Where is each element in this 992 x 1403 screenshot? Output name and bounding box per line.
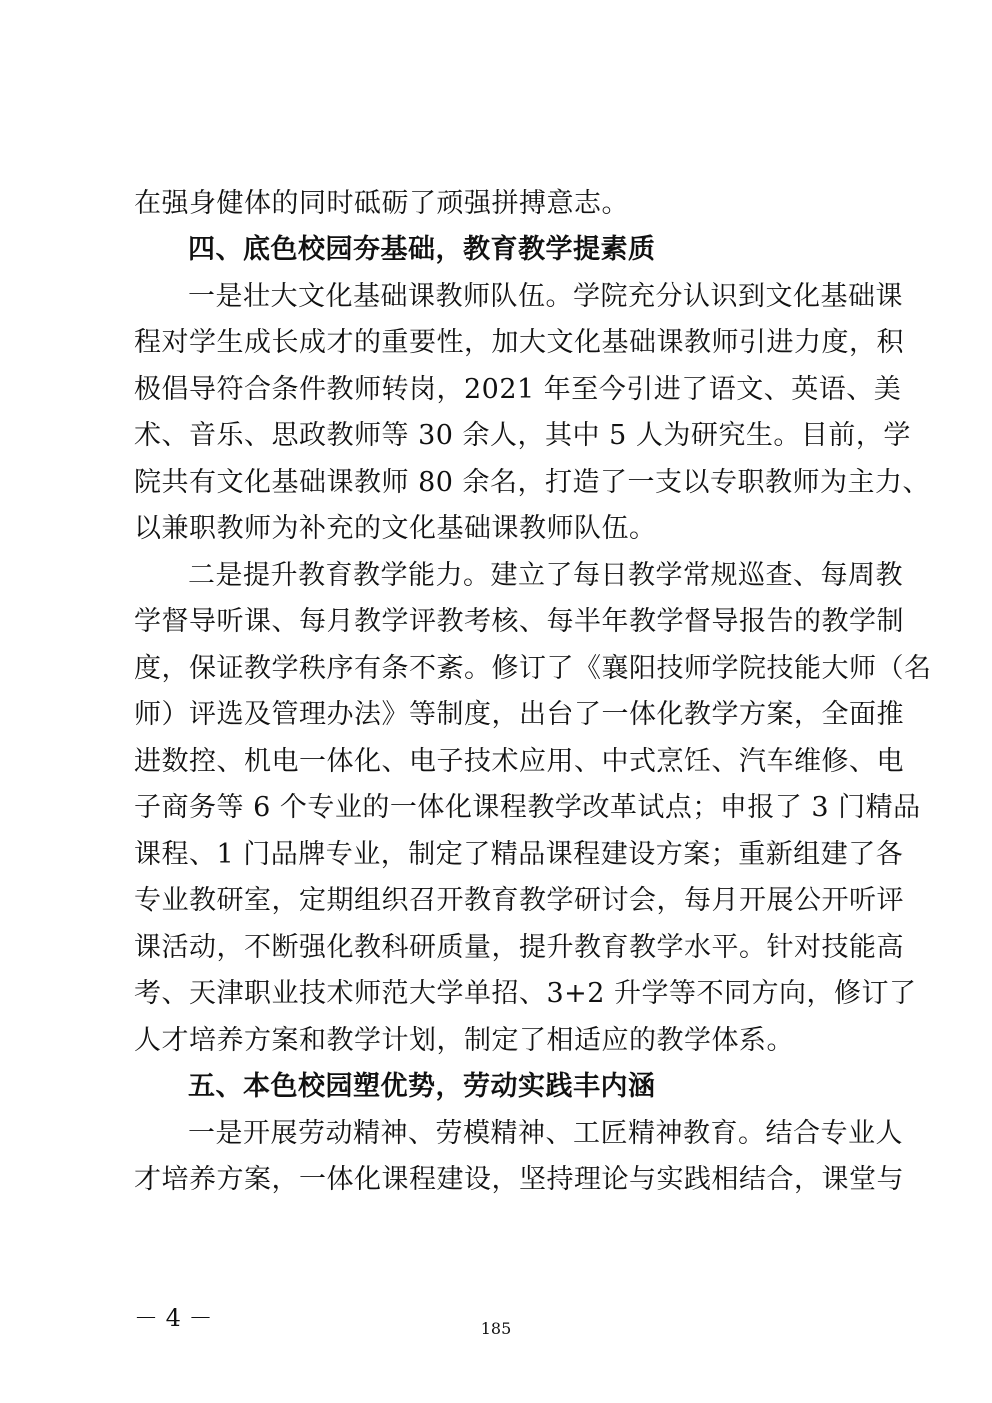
body-line: 术、音乐、思政教师等 30 余人，其中 5 人为研究生。目前，学 [134,420,911,451]
body-line: 一是壮大文化基础课教师队伍。学院充分认识到文化基础课 [188,281,903,312]
body-line: 课程、1 门品牌专业，制定了精品课程建设方案；重新组建了各 [134,839,904,870]
body-line: 考、天津职业技术师范大学单招、3+2 升学等不同方向，修订了 [134,978,917,1009]
body-line: 程对学生成长成才的重要性，加大文化基础课教师引进力度，积 [134,327,904,358]
body-line: 一是开展劳动精神、劳模精神、工匠精神教育。结合专业人 [188,1118,903,1149]
body-line: 子商务等 6 个专业的一体化课程教学改革试点；申报了 3 门精品 [134,792,921,823]
body-line: 专业教研室，定期组织召开教育教学研讨会，每月开展公开听评 [134,885,904,916]
body-line: 度，保证教学秩序有条不紊。修订了《襄阳技师学院技能大师（名 [134,653,932,684]
body-line: 进数控、机电一体化、电子技术应用、中式烹饪、汽车维修、电 [134,746,904,777]
section-heading-5: 五、本色校园塑优势，劳动实践丰内涵 [188,1071,656,1102]
body-line: 学督导听课、每月教学评教考核、每半年教学督导报告的教学制 [134,606,904,637]
page-marker: － 4 － [134,1304,213,1332]
body-line: 才培养方案，一体化课程建设，坚持理论与实践相结合，课堂与 [134,1164,904,1195]
body-line: 极倡导符合条件教师转岗，2021 年至今引进了语文、英语、美 [134,374,902,405]
body-line: 以兼职教师为补充的文化基础课教师队伍。 [134,513,657,544]
body-line: 院共有文化基础课教师 80 余名，打造了一支以专职教师为主力、 [134,467,931,498]
footer-page-number: 185 [480,1319,512,1338]
body-line: 在强身健体的同时砥砺了顽强拼搏意志。 [134,188,629,219]
body-line: 课活动，不断强化教科研质量，提升教育教学水平。针对技能高 [134,932,904,963]
section-heading-4: 四、底色校园夯基础，教育教学提素质 [188,234,656,265]
body-line: 二是提升教育教学能力。建立了每日教学常规巡查、每周教 [188,560,903,591]
body-line: 人才培养方案和教学计划，制定了相适应的教学体系。 [134,1025,794,1056]
body-line: 师）评选及管理办法》等制度，出台了一体化教学方案，全面推 [134,699,904,730]
